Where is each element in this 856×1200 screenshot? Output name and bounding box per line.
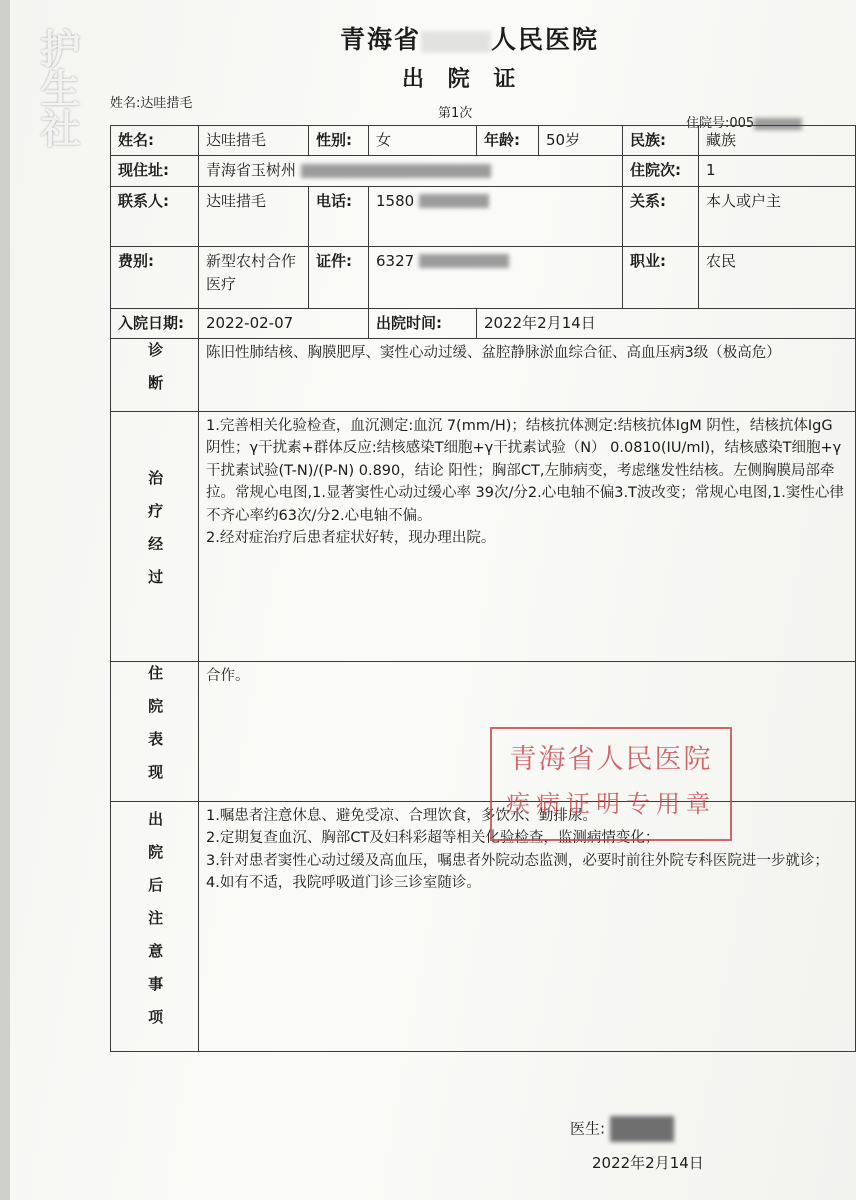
signature-date: 2022年2月14日: [592, 1154, 704, 1172]
id-doc-text: 6327: [376, 251, 415, 270]
label-post-notes-cell: [111, 801, 199, 1051]
label-diagnosis-cell: [111, 338, 199, 411]
row-fee: [111, 246, 856, 308]
label-name: 姓名:: [111, 126, 199, 156]
label-diagnosis: 诊断: [146, 341, 165, 408]
value-diagnosis: 陈旧性肺结核、胸膜肥厚、窦性心动过缓、盆腔静脉淤血综合征、高血压病3级（极高危）: [199, 338, 856, 411]
label-admit-date: 入院日期:: [111, 308, 199, 338]
value-admission-count: 1: [699, 156, 856, 186]
visit-number: 第1次: [438, 106, 473, 121]
row-contact: [111, 186, 856, 246]
value-treatment: [199, 411, 856, 661]
value-ethnicity: 藏族: [699, 126, 856, 156]
redacted-signature: [610, 1116, 674, 1142]
redacted-block: [419, 194, 489, 208]
label-ethnicity: 民族:: [623, 126, 699, 156]
row-post-notes: [111, 801, 856, 1051]
discharge-form-table: [110, 125, 856, 1052]
value-admit-date: 2022-02-07: [199, 308, 369, 338]
value-phone: [369, 186, 623, 246]
stamp-line-1-left: 青海省: [509, 744, 597, 775]
hospital-title: [340, 20, 599, 56]
row-diagnosis: [111, 338, 856, 411]
label-contact: 联系人:: [111, 186, 199, 246]
post-note-1: 1.嘱患者注意休息、避免受凉、合理饮食，多饮水、勤排尿。: [206, 807, 597, 824]
label-performance-cell: [111, 661, 199, 801]
value-performance: 合作。: [199, 661, 856, 801]
label-age: 年龄:: [477, 126, 539, 156]
label-address: 现住址:: [111, 156, 199, 186]
value-name: 达哇措毛: [199, 126, 309, 156]
redacted-block: [421, 31, 491, 53]
address-text: 青海省玉树州: [206, 161, 297, 180]
redacted-block: [301, 164, 491, 178]
label-treatment-cell: [111, 411, 199, 661]
inpatient-number-text: 住院号:005: [686, 116, 755, 131]
label-admission-count: 住院次:: [623, 156, 699, 186]
value-address: [199, 156, 623, 186]
stamp-line-2: 疾病证明专用章: [506, 790, 716, 818]
row-address: [111, 156, 856, 186]
header-patient-name: 姓名:达哇措毛: [110, 96, 193, 111]
label-post-notes: 出院后注意事项: [146, 810, 165, 1042]
value-relation: 本人或户主: [699, 186, 856, 246]
redacted-block: [419, 254, 509, 268]
treatment-text-2: 2.经对症治疗后患者症状好转，现办理出院。: [206, 530, 496, 547]
label-gender: 性别:: [309, 126, 369, 156]
row-treatment: [111, 411, 856, 661]
value-age: 50岁: [539, 126, 623, 156]
hospital-title-right: 人民医院: [491, 25, 600, 54]
value-occupation: 农民: [699, 246, 856, 308]
doctor-signature: [570, 1116, 674, 1142]
value-fee: 新型农村合作医疗: [199, 246, 309, 308]
value-discharge-time: 2022年2月14日: [477, 308, 856, 338]
hospital-seal-stamp: [490, 727, 732, 841]
watermark: [28, 28, 86, 164]
discharge-certificate-paper: [10, 0, 856, 1200]
value-id-doc: [369, 246, 623, 308]
row-basic: [111, 126, 856, 156]
treatment-text-1: 1.完善相关化验检查，血沉测定:血沉 7(mm/H)；结核抗体测定:结核抗体IgM 阴性，结核抗体IgG 阴性；γ干扰素+群体反应:结核感染T细胞+γ干扰素试验（N） 0.0810(IU/ml)，结核感染T细胞+γ干扰素试验(T-N)/(P-N) 0.890，结论 阳性；胸部CT,左肺病变，考虑继发性结核。左侧胸膜局部牵拉。常规心电图,1.显著窦性心动过缓心率 39次/分2.心电轴不偏3.T波改变；常规心电图,1.窦性心律不齐心率约63次/分2.心电轴不偏。: [206, 417, 844, 524]
value-gender: 女: [369, 126, 477, 156]
post-note-3: 3.针对患者窦性心动过缓及高血压，嘱患者外院动态监测，必要时前往外院专科医院进一步就诊；: [206, 852, 829, 869]
label-phone: 电话:: [309, 186, 369, 246]
row-dates: [111, 308, 856, 338]
hospital-title-left: 青海省: [340, 25, 422, 54]
stamp-line-1-right: 人民医院: [596, 744, 713, 775]
post-note-2: 2.定期复查血沉、胸部CT及妇科彩超等相关化验检查，监测病情变化；: [206, 830, 660, 847]
watermark-text: 护生社: [34, 28, 81, 148]
row-performance: [111, 661, 856, 801]
post-note-4: 4.如有不适，我院呼吸道门诊三诊室随诊。: [206, 875, 481, 892]
doctor-label: 医生:: [570, 1119, 606, 1138]
label-id-doc: 证件:: [309, 246, 369, 308]
label-discharge-time: 出院时间:: [369, 308, 477, 338]
phone-text: 1580: [376, 191, 415, 210]
document-title: 出 院 证: [402, 66, 524, 92]
label-fee: 费别:: [111, 246, 199, 308]
stamp-line-1: [492, 737, 730, 776]
label-performance: 住院表现: [146, 665, 165, 798]
label-occupation: 职业:: [623, 246, 699, 308]
label-treatment: 治疗经过: [146, 470, 165, 603]
label-relation: 关系:: [623, 186, 699, 246]
value-contact: 达哇措毛: [199, 186, 309, 246]
